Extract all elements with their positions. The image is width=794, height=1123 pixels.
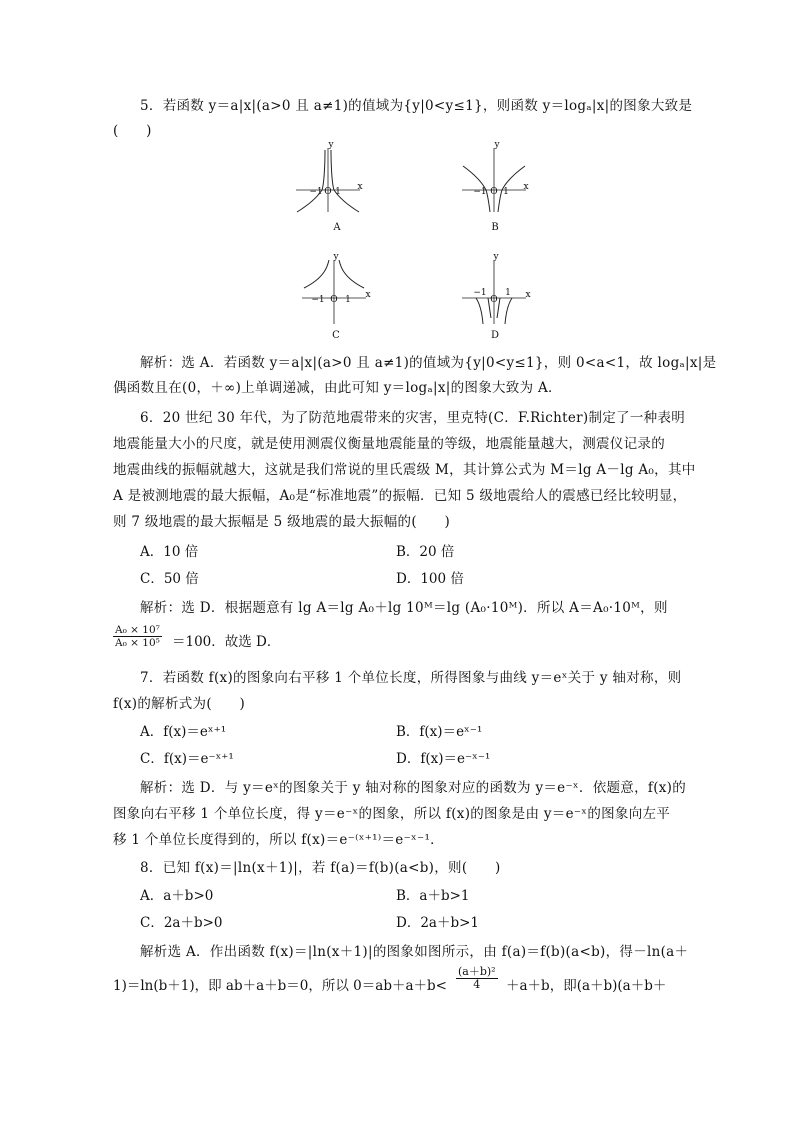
graph-a	[292, 140, 363, 216]
graph-b-label: B	[491, 222, 499, 233]
graph-b-tick-1: 1	[503, 187, 509, 197]
q6-line-4: A 是被测地震的最大振幅，A₀是“标准地震”的振幅．已知 5 级地震给人的震感已经比较明显，	[113, 488, 687, 504]
graph-b	[458, 140, 529, 216]
q6-fraction-num: A₀ × 10⁷	[115, 624, 160, 636]
q6-option-a: A．10 倍	[140, 544, 199, 560]
q7-analysis-3: 移 1 个单位长度得到的，所以 f(x)＝e⁻⁽ˣ⁺¹⁾＝e⁻ˣ⁻¹．	[113, 832, 444, 848]
q5-paren: ( )	[113, 123, 152, 139]
graph-a-tick-neg1: −1	[309, 187, 323, 197]
q8-analysis-1: 解析选 A．作出函数 f(x)＝|ln(x＋1)|的图象如图所示，由 f(a)＝f(b)(a<b)，得－ln(a＋	[140, 944, 689, 960]
graph-c	[298, 252, 371, 328]
q6-fraction	[113, 624, 162, 649]
graph-d-tick-neg1: −1	[473, 288, 487, 298]
graph-c-label: C	[332, 330, 340, 341]
q6-line-1: 6．20 世纪 30 年代，为了防范地震带来的灾害，里克特(C．F.Richter)制定了一种表明	[140, 410, 686, 426]
q7-option-d: D．f(x)＝e⁻ˣ⁻¹	[396, 751, 491, 767]
q6-fraction-den: A₀ × 10⁵	[115, 637, 160, 649]
graph-b-y: y	[494, 140, 500, 150]
q5-analysis-2: 偶函数且在(0，＋∞)上单调递减，由此可知 y＝logₐ|x|的图象大致为 A．	[113, 380, 562, 396]
graph-a-origin: O	[324, 187, 332, 197]
graph-d-label: D	[490, 330, 500, 341]
q5-analysis-1: 解析：选 A．若函数 y＝a|x|(a>0 且 a≠1)的值域为{y|0<y≤1}，则 0<a<1，故 logₐ|x|是	[140, 355, 717, 371]
q8-analysis-2a: 1)＝ln(b＋1)，即 ab＋a＋b＝0，所以 0＝ab＋a＋b<	[113, 978, 447, 994]
graph-a-label: A	[333, 222, 341, 233]
graph-a-plot	[292, 146, 362, 216]
q8-fraction-den: 4	[473, 978, 481, 991]
q8-option-d: D．2a＋b>1	[396, 915, 480, 931]
q8-analysis-2b: ＋a＋b，即(a＋b)(a＋b＋	[506, 978, 667, 994]
q8-option-a: A．a＋b>0	[140, 888, 214, 904]
q8-option-c: C．2a＋b>0	[140, 915, 223, 931]
q8-option-b: B．a＋b>1	[396, 888, 470, 904]
graph-c-tick-1: 1	[345, 295, 351, 305]
q6-analysis-2: ＝100．故选 D．	[172, 634, 281, 650]
q6-option-d: D．100 倍	[396, 571, 464, 587]
q7-analysis-2: 图象向右平移 1 个单位长度，得 y＝e⁻ˣ的图象，所以 f(x)的图象是由 y＝e⁻ˣ的图象向左平	[113, 806, 671, 822]
graph-b-tick-neg1: −1	[473, 187, 487, 197]
q8-line-1: 8．已知 f(x)＝|ln(x＋1)|，若 f(a)＝f(b)(a<b)，则( )	[140, 860, 501, 876]
graph-d-tick-1: 1	[505, 288, 511, 298]
q6-line-3: 地震曲线的振幅就越大，这就是我们常说的里氏震级 M，其计算公式为 M＝lg A－lg A₀，其中	[113, 462, 696, 478]
graph-c-x: x	[365, 290, 371, 300]
graph-b-origin: O	[490, 187, 498, 197]
q7-line-2: f(x)的解析式为( )	[113, 696, 246, 712]
graph-c-y: y	[333, 252, 339, 262]
q5-stem: 5．若函数 y＝a|x|(a>0 且 a≠1)的值域为{y|0<y≤1}，则函数 y＝logₐ|x|的图象大致是	[140, 98, 693, 114]
q7-line-1: 7．若函数 f(x)的图象向右平移 1 个单位长度，所得图象与曲线 y＝eˣ关于 y 轴对称，则	[140, 670, 682, 686]
q7-option-a: A．f(x)＝eˣ⁺¹	[140, 724, 227, 740]
graph-a-y: y	[328, 140, 334, 150]
q6-line-5: 则 7 级地震的最大振幅是 5 级地震的最大振幅的( )	[113, 514, 451, 530]
q8-fraction-num: (a＋b)²	[458, 965, 496, 978]
q6-option-b: B．20 倍	[396, 544, 455, 560]
q7-option-c: C．f(x)＝e⁻ˣ⁺¹	[140, 751, 234, 767]
q6-option-c: C．50 倍	[140, 571, 199, 587]
q6-line-2: 地震能量大小的尺度，就是使用测震仪衡量地震能量的等级，地震能量越大，测震仪记录的	[113, 436, 665, 452]
graph-d-x: x	[525, 290, 531, 300]
q7-option-b: B．f(x)＝eˣ⁻¹	[396, 724, 483, 740]
graph-b-x: x	[523, 182, 529, 192]
graph-d-origin: O	[490, 295, 498, 305]
q8-fraction	[456, 966, 498, 991]
q7-analysis-1: 解析：选 D．与 y＝eˣ的图象关于 y 轴对称的图象对应的函数为 y＝e⁻ˣ．依题意，f(x)的	[140, 780, 687, 796]
graph-a-tick-1: 1	[335, 187, 341, 197]
graph-c-tick-neg1: −1	[311, 295, 325, 305]
q6-analysis-1: 解析：选 D．根据题意有 lg A＝lg A₀＋lg 10ᴹ＝lg (A₀·10ᴹ)．所以 A＝A₀·10ᴹ，则	[140, 600, 668, 616]
graph-d-y: y	[493, 252, 499, 262]
graph-a-x: x	[357, 182, 363, 192]
graph-b-plot	[458, 146, 528, 216]
graph-d	[458, 252, 531, 328]
graph-c-origin: O	[330, 295, 338, 305]
